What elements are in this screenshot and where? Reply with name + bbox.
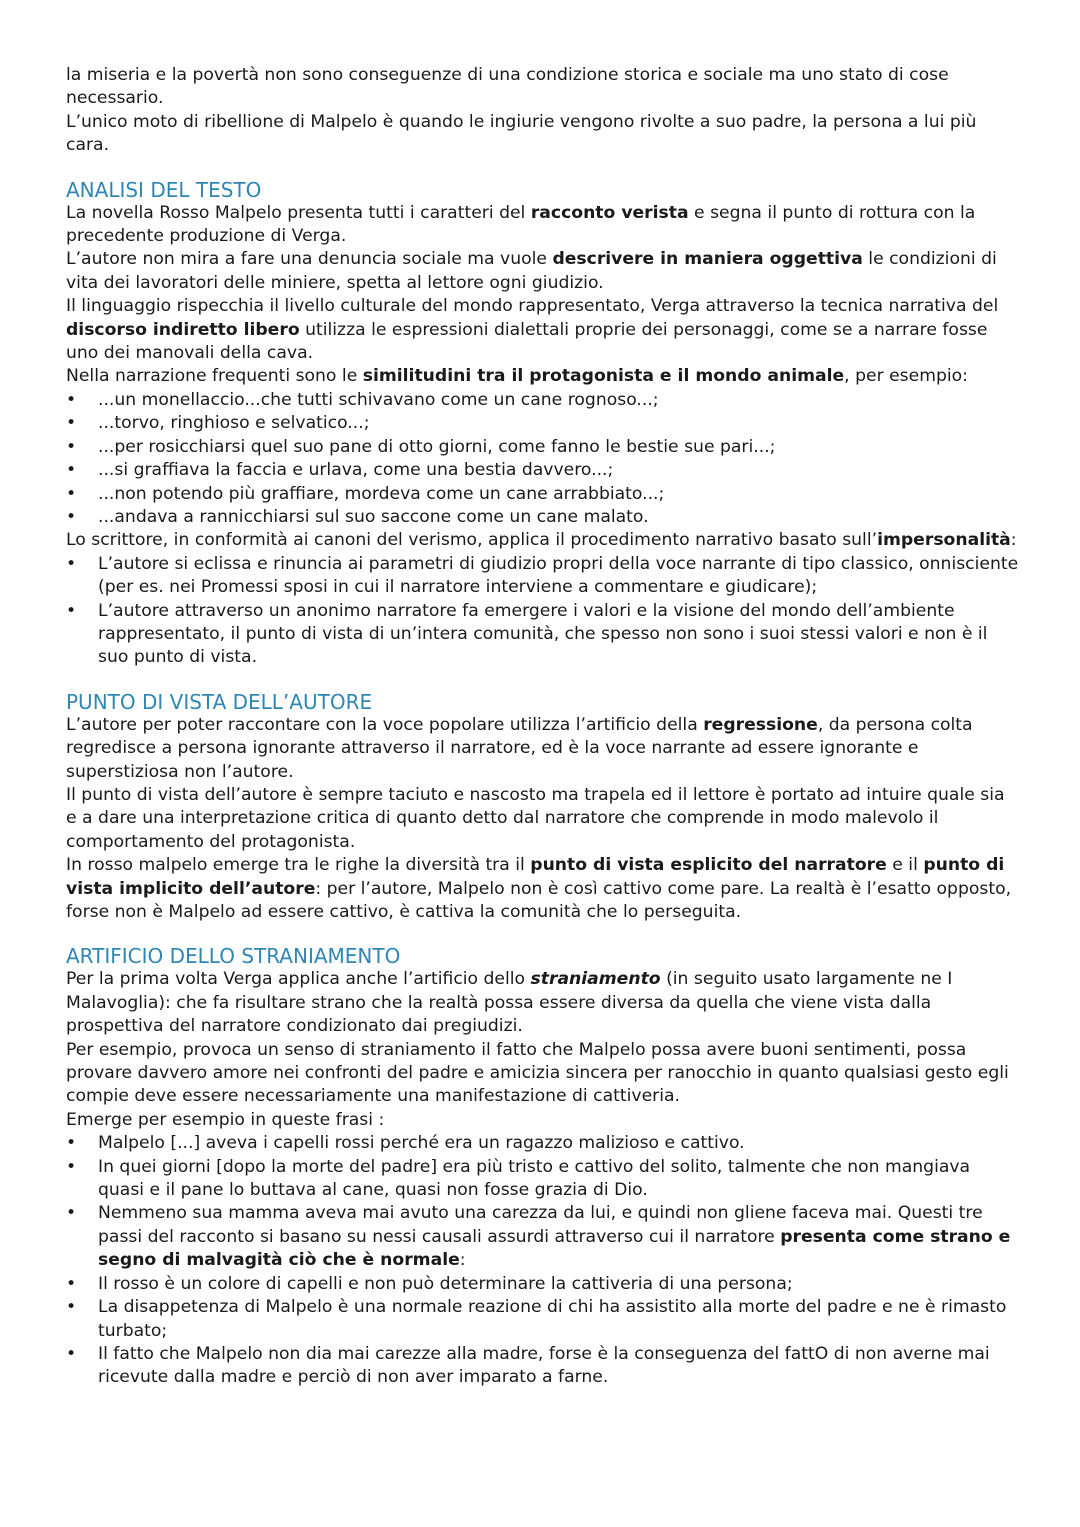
text-run: Il fatto che Malpelo non dia mai carezze alla madre, forse è la conseguenza del fattO di non averne mai ricevute dalla madre e perciò di non aver imparato a farne. bbox=[98, 1343, 990, 1388]
paragraph bbox=[66, 295, 1020, 365]
text-run: Emerge per esempio in queste frasi : bbox=[66, 1109, 385, 1130]
bold-text: presenta come strano e segno di malvagità ciò che è normale bbox=[98, 1226, 1011, 1271]
bold-text: discorso indiretto libero bbox=[66, 319, 300, 340]
text-run: L’autore si eclissa e rinuncia ai parametri di giudizio propri della voce narrante di tipo classico, onnisciente (per es. nei Promessi sposi in cui il narratore interviene a commentare e giudicare); bbox=[98, 553, 1019, 598]
bold-text: similitudini tra il protagonista e il mondo animale bbox=[362, 366, 845, 387]
document-sections bbox=[66, 178, 1020, 1390]
text-run: utilizza le espressioni dialettali proprie dei personaggi, come se a narrare fosse uno dei manovali della cava. bbox=[66, 319, 988, 364]
text-run: La disappetenza di Malpelo è una normale reazione di chi ha assistito alla morte del padre e ne è rimasto turbato; bbox=[98, 1297, 1007, 1341]
text-run: la miseria e la povertà non sono conseguenze di una condizione storica e sociale ma uno stato di cose necessario. bbox=[66, 65, 949, 109]
bold-text: impersonalità bbox=[877, 530, 1011, 551]
list-item bbox=[66, 600, 1020, 670]
bold-text: punto di vista esplicito del narratore bbox=[530, 855, 887, 876]
intro-paragraphs bbox=[66, 64, 1020, 158]
text-run: Lo scrittore, in conformità ai canoni del verismo, applica il procedimento narrativo basato sull’ bbox=[66, 530, 878, 551]
paragraph bbox=[66, 111, 1020, 158]
list-item bbox=[66, 1132, 1020, 1155]
list-item bbox=[66, 1156, 1020, 1203]
paragraph bbox=[66, 365, 1020, 388]
text-run: Per esempio, provoca un senso di straniamento il fatto che Malpelo possa avere buoni sentimenti, possa provare davvero amore nei confronti del padre e amicizia sincera per ranocchio in quanto qualsiasi gesto egli compie deve essere necessariamente una manifestazione di cattiveria. bbox=[66, 1039, 1009, 1107]
text-run: L’autore attraverso un anonimo narratore fa emergere i valori e la visione del mondo dell’ambiente rappresentato, il punto di vista di un’intera comunità, che spesso non sono i suoi stessi valori e non è il suo punto di vista. bbox=[98, 600, 988, 668]
section bbox=[66, 690, 1020, 925]
bold-text: regressione bbox=[703, 714, 818, 735]
text-run: In quei giorni [dopo la morte del padre] era più tristo e cattivo del solito, talmente che non mangiava quasi e il pane lo buttava al cane, quasi non fosse grazia di Dio. bbox=[98, 1156, 971, 1201]
text-run: : bbox=[1010, 530, 1017, 551]
list-item bbox=[66, 553, 1020, 600]
emphasis-text: straniamento bbox=[530, 969, 661, 990]
paragraph bbox=[66, 714, 1020, 784]
bold-text: racconto verista bbox=[530, 202, 689, 223]
text-run: L’unico moto di ribellione di Malpelo è quando le ingiurie vengono rivolte a suo padre, la persona a lui più cara. bbox=[66, 111, 977, 156]
text-run: ...si graffiava la faccia e urlava, come una bestia davvero...; bbox=[98, 460, 614, 481]
section bbox=[66, 944, 1020, 1389]
text-run: Il linguaggio rispecchia il livello culturale del mondo rappresentato, Verga attraverso la tecnica narrativa del bbox=[66, 296, 999, 317]
text-run: Malpelo [...] aveva i capelli rossi perché era un ragazzo malizioso e cattivo. bbox=[98, 1133, 745, 1154]
list-item bbox=[66, 1296, 1020, 1343]
list-item bbox=[66, 1202, 1020, 1272]
paragraph bbox=[66, 1039, 1020, 1109]
paragraph bbox=[66, 854, 1020, 924]
paragraph bbox=[66, 1109, 1020, 1132]
bold-text: descrivere in maniera oggettiva bbox=[552, 249, 863, 270]
section bbox=[66, 178, 1020, 670]
text-run: ...non potendo più graffiare, mordeva come un cane arrabbiato...; bbox=[98, 483, 665, 504]
list-item bbox=[66, 436, 1020, 459]
text-run: L’autore non mira a fare una denuncia sociale ma vuole bbox=[66, 249, 553, 270]
text-run: ...un monellaccio...che tutti schivavano come un cane rognoso...; bbox=[98, 389, 659, 410]
list-item bbox=[66, 506, 1020, 529]
text-run: Il punto di vista dell’autore è sempre taciuto e nascosto ma trapela ed il lettore è portato ad intuire quale sia e a dare una interpretazione critica di quanto detto dal narratore che comprende in modo malevolo il comportamento del protagonista. bbox=[66, 784, 1005, 852]
paragraph bbox=[66, 529, 1020, 552]
bold-text bbox=[531, 969, 661, 989]
list-item bbox=[66, 459, 1020, 482]
text-run: Nemmeno sua mamma aveva mai avuto una carezza da lui, e quindi non gliene faceva mai. Questi tre passi del racconto si basano su nessi causali assurdi attraverso cui il narratore bbox=[98, 1203, 983, 1247]
text-run: La novella Rosso Malpelo presenta tutti i caratteri del bbox=[66, 202, 531, 223]
paragraph bbox=[66, 248, 1020, 295]
text-run: e segna il punto di rottura con la precedente produzione di Verga. bbox=[66, 202, 976, 247]
section-heading: PUNTO DI VISTA DELL’AUTORE bbox=[66, 689, 373, 714]
list-item bbox=[66, 389, 1020, 412]
text-run: ...per rosicchiarsi quel suo pane di otto giorni, come fanno le bestie sue pari...; bbox=[98, 436, 776, 457]
section-heading: ANALISI DEL TESTO bbox=[66, 177, 262, 202]
text-run: (in seguito usato largamente ne I Malavoglia): che fa risultare strano che la realtà possa essere diversa da quella che viene vista dalla prospettiva del narratore condizionato dai pregiudizi. bbox=[66, 969, 953, 1037]
text-run: ...andava a rannicchiarsi sul suo saccone come un cane malato. bbox=[98, 506, 649, 527]
text-run: , per esempio: bbox=[844, 366, 968, 387]
text-run: : bbox=[459, 1250, 466, 1271]
paragraph bbox=[66, 784, 1020, 854]
list-item bbox=[66, 412, 1020, 435]
list-item bbox=[66, 1343, 1020, 1390]
text-run: e il bbox=[886, 855, 924, 876]
paragraph bbox=[66, 64, 1020, 111]
bullet-list bbox=[66, 1132, 1020, 1389]
text-run: Nella narrazione frequenti sono le bbox=[66, 366, 363, 387]
section-heading: ARTIFICIO DELLO STRANIAMENTO bbox=[66, 944, 401, 969]
bullet-list bbox=[66, 553, 1020, 670]
text-run: Per la prima volta Verga applica anche l’artificio dello bbox=[66, 969, 531, 990]
text-run: , da persona colta regredisce a persona ignorante attraverso il narratore, ed è la voce narrante ad essere ignorante e superstiziosa non l’autore. bbox=[66, 714, 973, 782]
bullet-list bbox=[66, 389, 1020, 529]
paragraph bbox=[66, 202, 1020, 249]
text-run: ...torvo, ringhioso e selvatico...; bbox=[98, 413, 370, 434]
text-run: Il rosso è un colore di capelli e non può determinare la cattiveria di una persona; bbox=[98, 1273, 793, 1294]
list-item bbox=[66, 483, 1020, 506]
list-item bbox=[66, 1273, 1020, 1296]
paragraph bbox=[66, 968, 1020, 1038]
text-run: In rosso malpelo emerge tra le righe la diversità tra il bbox=[66, 855, 531, 876]
text-run: le condizioni di vita dei lavoratori delle miniere, spetta al lettore ogni giudizio. bbox=[66, 249, 997, 293]
text-run: L’autore per poter raccontare con la voce popolare utilizza l’artificio della bbox=[66, 714, 704, 735]
bold-text: punto di vista implicito dell’autore bbox=[66, 855, 1005, 899]
text-run: : per l’autore, Malpelo non è così cattivo come pare. La realtà è l’esatto opposto, forse non è Malpelo ad essere cattivo, è cattiva la comunità che lo perseguita. bbox=[66, 878, 1012, 922]
